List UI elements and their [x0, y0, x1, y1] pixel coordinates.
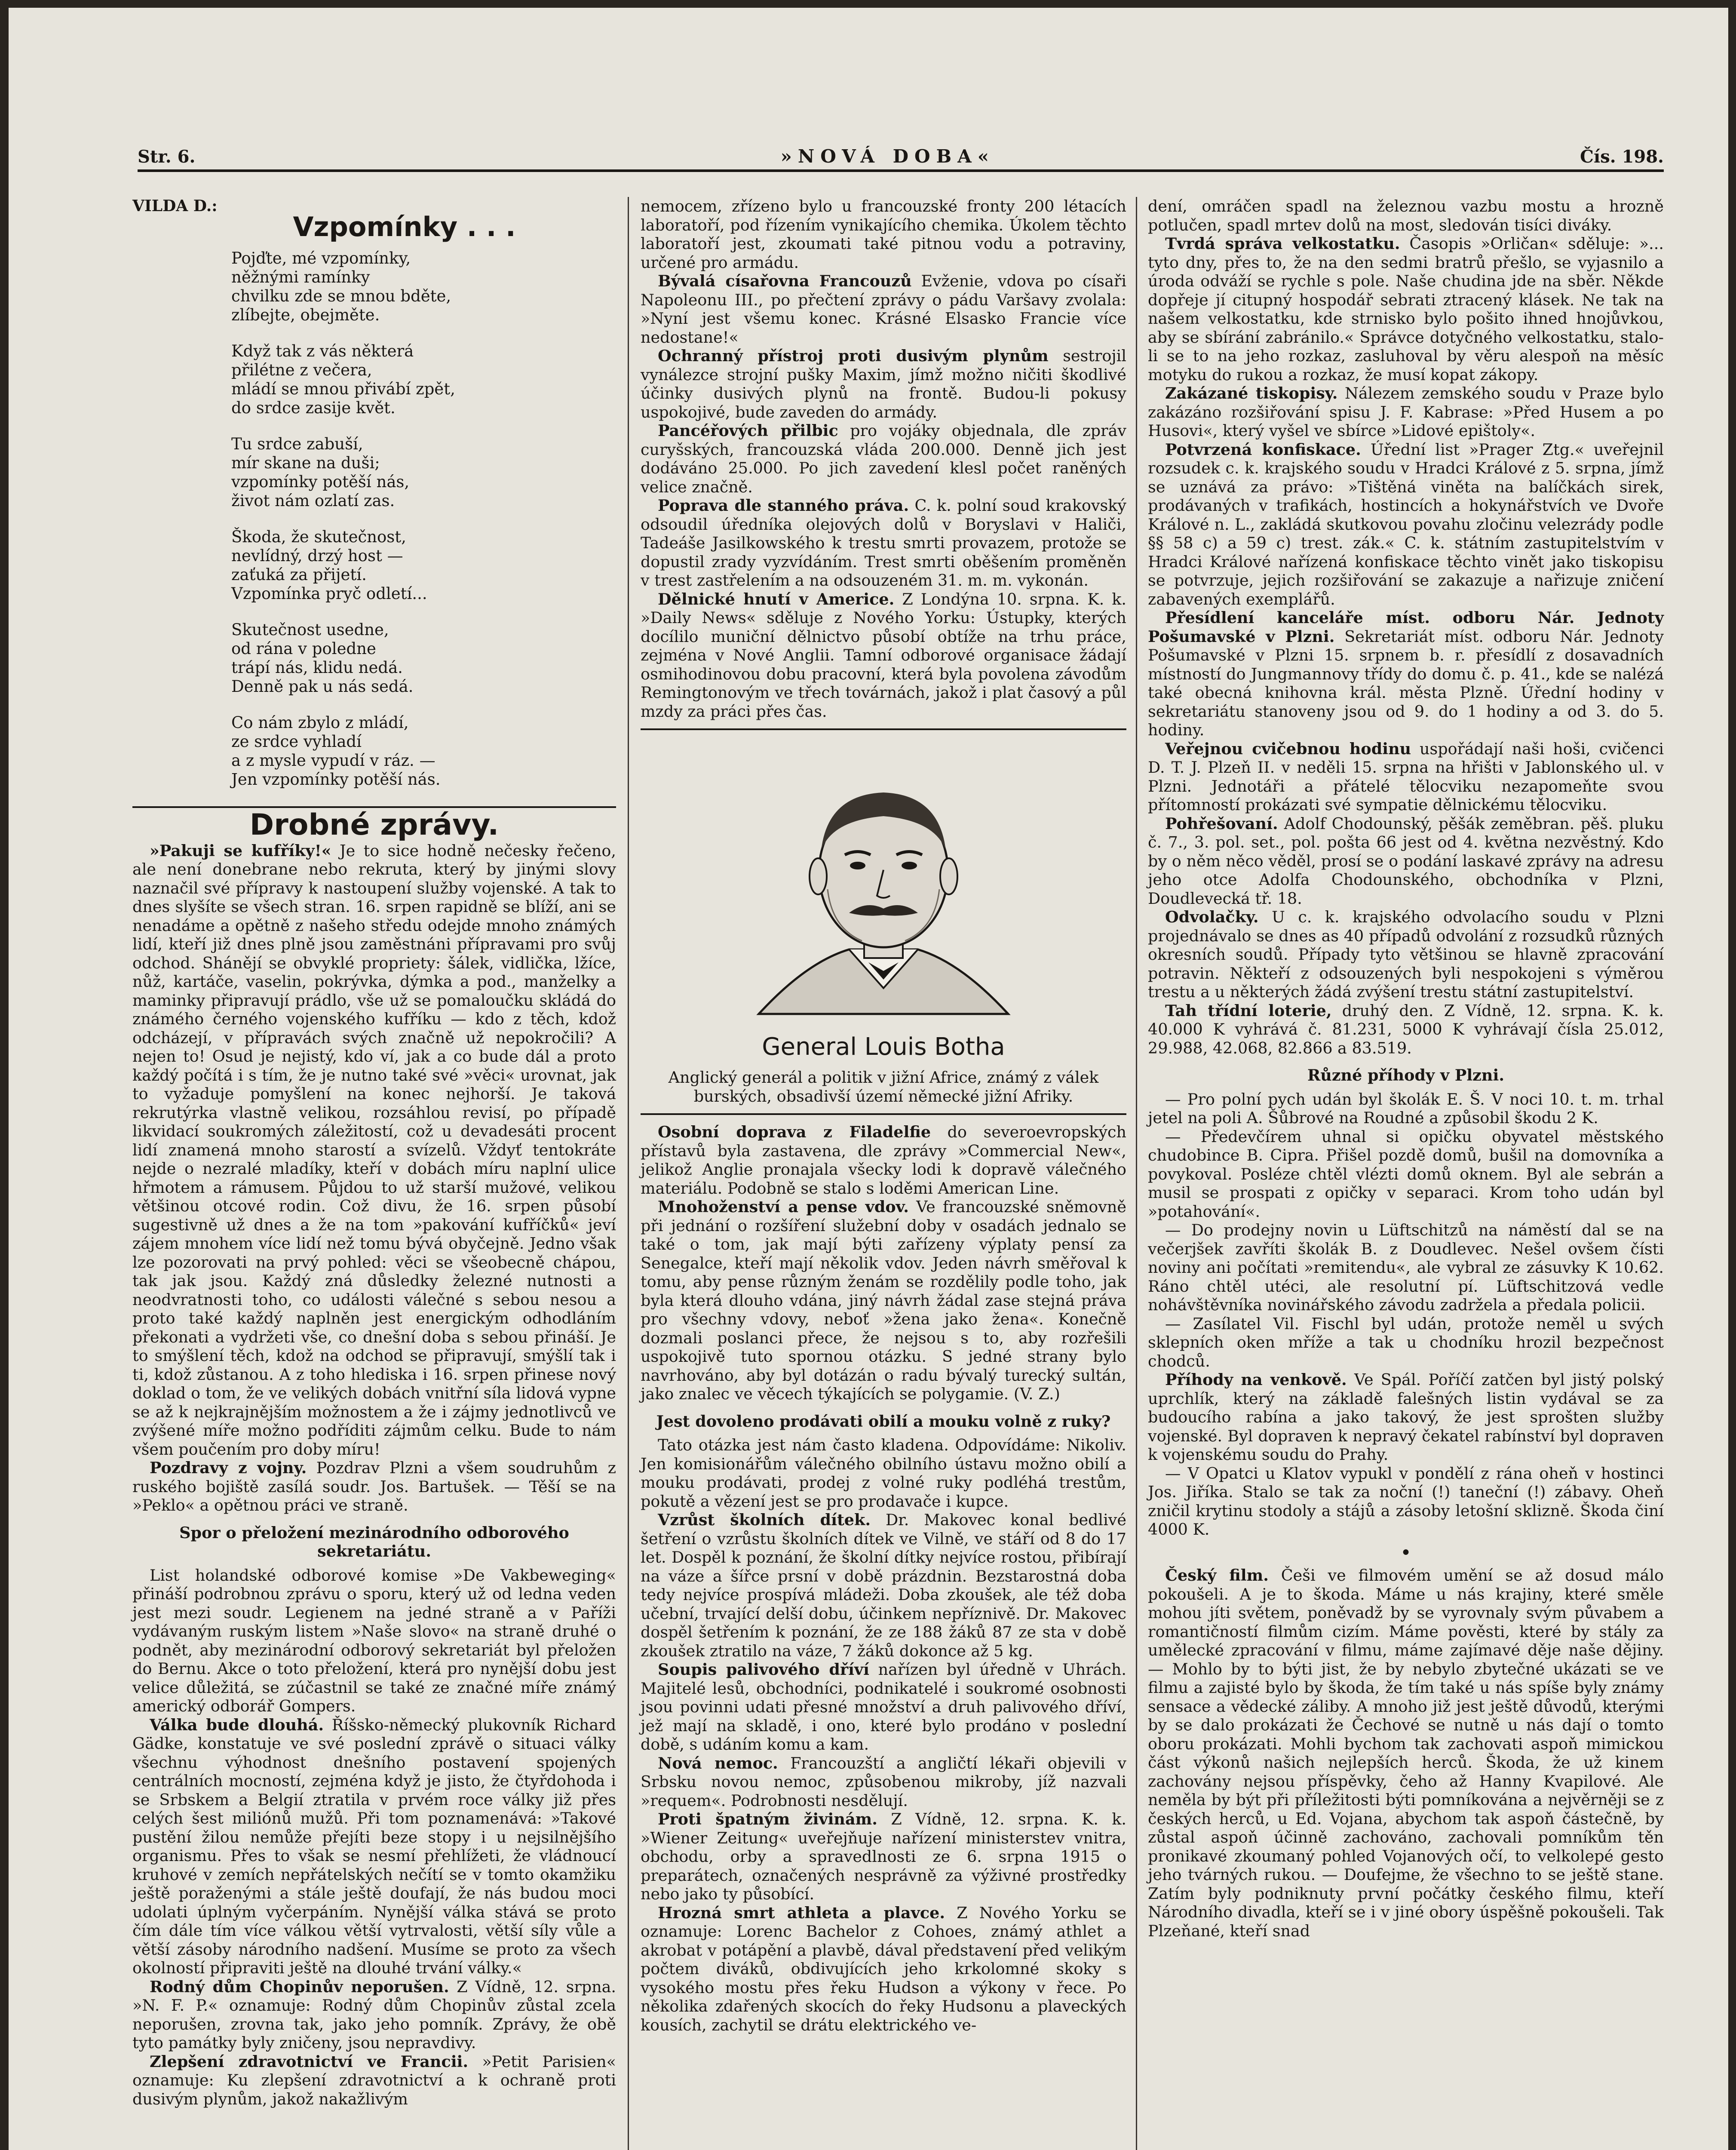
issue-number: Čís. 198. — [1580, 147, 1664, 167]
poem-line: chvilku zde se mnou bděte, — [231, 287, 451, 305]
poem-stanza — [231, 713, 616, 789]
article-paragraph — [1148, 814, 1664, 908]
article-paragraph — [641, 590, 1126, 721]
article-text: Je to sice hodně nečesky řečeno, ale není donebrane nebo rekruta, který by jinými slovy naznačil své přípravy k nastoupení služby vojenské. A tak to dnes slyšíte se všech stran. 16. srpen rapidně se blíží, ani se nenadáme a opětně z našeho středu odejde mnoho známých lidí, kteří již dnes plně jsou zaměstnáni přípravami pro svůj odchod. Shánějí se obvyklé propriety: šálek, vidlička, lžíce, nůž, kartáče, vaselin, pokrývka, dýmka a pod., manželky a maminky připravují prádlo, vše už se pomaloučku skládá do známého černého vojenského kufříku — kdo z těch, kdož odcházejí, v přípravách svých značně už nepokročili? A nejen to! Osud je nejistý, kdo ví, jak a co bude dál a proto každý počítá i s tím, že je nutno také své »věci« urovnat, jak to vyžaduje pomyšlení na konec nejhorší. Je taková rekrutýrka vlastně velikou, rozsáhlou revisí, po případě likvidací soukromých záležitostí, což u devadesáti procent lidí znamená mnoho starostí a svízelů. Vždyť tentokráte nejde o nezralé mladíky, kteří v dobách míru naplní ulice hřmotem a rámusem. Půjdou to už starší mužové, velikou většinou otcové rodin. Což divu, že 16. srpen působí sugestivně už dnes a že na tom »pakování kufříčků« jeví zájem mnohem více lidí než tomu bývá obyčejně. Jedno však lze pozorovati na prvý pohled: věci se všeobecně chápou, tak jak jsou. Každý zná důsledky železné nutnosti a neodvratnosti toho, co události válečné s sebou nesou a proto také každý naplněn jest energickým odhodláním překonati a vydržeti vše, co dnešní doba s sebou přináší. Je to smýšlení těch, kdož na odchod se připravují, smýšlí tak i ti, kdož zůstanou. A z toho hlediska i 16. srpen přinese nový doklad o tom, že ve velikých dobách vnitřní síla lidová vypne se až k nejkrajnějším možnostem a že i zájmy jednotlivců ve zvýšené míře možno podříditi zájmům celku. Bude to nám všem poučením pro doby míru! — [132, 841, 616, 1459]
poem-line: mládí se mnou přivábí zpět, — [231, 380, 455, 398]
masthead-title: »NOVÁ DOBA« — [780, 146, 995, 167]
article-paragraph — [1148, 1127, 1664, 1221]
article-text: Tato otázka jest nám často kladena. Odpovídáme: Nikoliv. Jen komisionářům válečného obilního ústavu možno obilí a mouku prodávati, prodej z volné ruky podléhá trestům, pokutě a vězení jest se pro prodavače i kupce. — [641, 1436, 1126, 1511]
article-paragraph — [1148, 1315, 1664, 1371]
article-paragraph — [1148, 608, 1664, 740]
article-text: Adolf Chodounský, pěšák zeměbran. pěš. pluku č. 7., 3. pol. set., pol. pošta 66 jest od 4. května nezvěstný. Kdo by o něm něco věděl, prosí se o podání laskavé zprávy na adresu jeho otce Adolfa Chodounského, obchodníka v Plzni, Doudlevecká tř. 18. — [1148, 814, 1664, 908]
page-number: Str. 6. — [138, 147, 196, 167]
column-divider — [1136, 197, 1137, 2150]
article-lead: Tvrdá správa velkostatku. — [1165, 234, 1400, 253]
article-text: Dr. Makovec konal bedlivé šetření o vzrůstu školních dítek ve Vilně, ve stáří od 8 do 17 let. Dospěl k poznání, že školní dítky nejvíce rostou, přibírají na váze a šířce prsní v době prázdnin. Bezstarostná doba tedy nejvíce prospívá mládeži. Doba zkoušek, ale též doba učební, trvající delší dobu, účinkem nepříznivě. Dr. Makovec dospěl šetřením k poznání, že ze 188 žáků 87 ze sta v době zkoušek ztratilo na váze, 7 žáků dokonce až 5 kg. — [641, 1511, 1126, 1660]
article-paragraph — [641, 496, 1126, 590]
column-divider — [628, 197, 629, 2150]
article-lead: Válka bude dlouhá. — [150, 1715, 324, 1734]
article-text: — V Opatci u Klatov vypukl v pondělí z rána oheň v hostinci Jos. Jiříka. Stalo se tak za noční (!) taneční (!) zábavy. Oheň zničil krytinu stodoly a stájů a zásoby letošní sklizně. Škoda činí 4000 K. — [1148, 1464, 1664, 1539]
poem-stanza — [231, 620, 616, 696]
article-lead: Potvrzená konfiskace. — [1165, 440, 1361, 459]
poem-line: ze srdce vyhladí — [231, 732, 362, 751]
article-text: Z Londýna 10. srpna. K. k. »Daily News« sděluje z Nového Yorku: Ústupky, kterých docílilo muniční dělnictvo působí obtíže na trhu práce, zejména v Nové Anglii. Tamní odborové organisace žádají osmihodinovou dobu pracovní, která byla povolena závodům Remingtonovým ve třech továrnách, jakož i plat časový a půl mzdy za práci přes čas. — [641, 590, 1126, 721]
article-lead: Veřejnou cvičebnou hodinu — [1165, 739, 1411, 758]
article-paragraph — [641, 1660, 1126, 1754]
news-column-2-top — [641, 197, 1126, 721]
article-paragraph — [641, 272, 1126, 347]
article-text: sestrojil vynálezce strojní pušky Maxim, jímž možno ničiti škodlivé účinky dusivých plynů na frontě. Budou-li pokusy uspokojivé, bude zaveden do armády. — [641, 347, 1127, 421]
article-text: Časopis »Orličan« sděluje: »... tyto dny, přes to, že na den sedmi bratrů přešlo, se vyjasnilo a úroda odváží se rychle s pole. Naše chudina jde na sběr. Někde dopřeje jí citupný hospodář sebrati ztracený klásek. Ne tak na našem velkostatku, kde strnisko bylo pošito ihned hnojůvkou, aby se sbírání zabránilo.« Správce dotyčného velkostatku, stalo-li se to na jeho rozkaz, zasluhoval by věru alespoň na měsíc motyku do rukou a rozkaz, že musí kopat zákopy. — [1148, 234, 1664, 384]
article-text: — Do prodejny novin u Lüftschitzů na náměstí dal se na večerjšek zavříti školák B. z Doudlevec. Nešel ovšem čísti noviny ani počítati »remitendu«, ale vybral ze zásuvky K 10.62. Ráno chtěl utéci, ale resolutní pí. Lüftschitzová vedle nohávštěvníka novinářského závodu zadržela a předala policii. — [1148, 1221, 1664, 1314]
poem-line: Když tak z vás některá — [231, 342, 414, 360]
article-headline: Různé příhody v Plzni. — [1307, 1066, 1505, 1084]
poem-line: Co nám zbylo z mládí, — [231, 713, 409, 732]
article-text: Evženie, vdova po císaři Napoleonu III., po přečtení zprávy o pádu Varšavy zvolala: »Nyní jest všemu konec. Krásné Elsasko Francie více nedostane!« — [641, 272, 1126, 347]
article-text: — Zasílatel Vil. Fischl byl udán, protože neměl u svých sklepních oken mříže a tak u chodníku hrozil bezpečnost chodců. — [1148, 1314, 1664, 1370]
article-lead: Soupis palivového dříví — [658, 1660, 870, 1679]
article-text: Říšsko-německý plukovník Richard Gädke, konstatuje ve své poslední zprávě o situaci války všechnu výhodnost dnešního postavení spojených centrálních mocností, zejména když je jisto, že čtyřdohoda i se Srbskem a Belgií ztratila v prvém roce války již přes celých šest miliónů mužů. Při tom poznamenává: »Takové pustění žilou nemůže přejíti beze stopy i u nejsilnějšího organismu. Přes to však se nesmí přehlížeti, že vládnoucí kruhové v zemích nepřátelských nečítí se v tomto okamžiku ještě poraženými a stále ještě doufají, že nás budou moci udolati úplným vyčerpáním. Nynější válka stává se proto čím dále tím více válkou větší vytrvalosti, větší síly vůle a větší zásoby národního nadšení. Musíme se proto za všech okolností připraviti ještě na dlouhé trvání války.« — [132, 1715, 616, 1977]
poem-line: Tu srdce zabuší, — [231, 435, 363, 453]
article-text: Úřední list »Prager Ztg.« uveřejnil rozsudek c. k. krajského soudu v Hradci Králové z 5. srpna, jímž se uznává za právo: »Tištěná viněta na balíčkách sirek, prodávaných v trafikách, hostincích a hokynářstvích ve Dvoře Králové n. L., zakládá skutkovou povahu zločinu velezrády podle §§ 58 c) a 59 c) trest. zák.« C. k. státním zastupitelstvím v Hradci Králové nařízená konfiskace těchto vinět jako tiskopisu se potvrzuje, jejich rozšiřování se zakazuje a nařizuje zničení zabavených exemplářů. — [1148, 440, 1664, 608]
article-text: Ve francouzské sněmovně při jednání o rozšíření služební doby v osadách jednalo se také o tom, jak mají býti zařízeny výplaty pensí za Senegalce, kteří mají několik vdov. Jeden návrh směřoval k tomu, aby pense různým ženám se rozdělily podle toho, jak byla která dlouho vdána, jiný návrh žádal zase stejná práva pro všechny vdovy, neboť »žena jako žena«. Konečně dozmali poslanci přece, že nejsou s to, aby rozřešili uspokojivě tuto spornou otázku. S jedné strany bylo navrhováno, aby byl dotázán o radu bývalý turecký sultán, jako znalec ve věcech týkajících se polygamie. (V. Z.) — [641, 1198, 1126, 1403]
article-lead: Pancéřových přilbic — [658, 421, 838, 440]
poem-line: do srdce zasije květ. — [231, 399, 396, 417]
article-text: Z Vídně, 12. srpna. K. k. »Wiener Zeitung« uveřejňuje nařízení ministerstev vnitra, obchodu, orby a spravedlnosti ze 6. srpna 1915 o preparátech, označených nesprávně za výživné prostředky nebo jako ty působící. — [641, 1810, 1126, 1903]
article-text: pro vojáky objednala, dle zpráv curyšských, francouzská vláda 200.000. Denně jich jest dodáváno 25.000. Po jich zavedení klesl počet raněných velice značně. — [641, 421, 1126, 496]
separator-star: • — [1401, 1543, 1411, 1562]
poem-title: Vzpomínky . . . — [293, 211, 516, 243]
article-text: — Pro polní pych udán byl školák E. Š. V noci 10. t. m. trhal jetel na poli A. Šůbrové na Roudné a způsobil škodu 2 K. — [1148, 1090, 1664, 1127]
column-1 — [132, 197, 616, 2108]
poem-line: Pojďte, mé vzpomínky, — [231, 249, 411, 267]
poem-stanza — [231, 342, 616, 418]
poem-line: zlíbejte, obejměte. — [231, 306, 380, 324]
article-paragraph — [1148, 440, 1664, 609]
poem-stanza — [231, 249, 616, 325]
article-lead: Odvolačky. — [1165, 908, 1259, 926]
article-text: Z Nového Yorku se oznamuje: Lorenc Bachelor z Cohoes, známý athlet a akrobat v potápění a plavbě, dával představení před velikým počtem diváků, obdivujících jeho krkolomné skoky s vysokého mostu přes řeku Hudson a výkony v řece. Po několika zdařených skocích do řeky Hudsonu a plaveckých kousích, zachytil se drátu elektrického ve- — [641, 1903, 1126, 2034]
poem-author: VILDA D.: — [132, 197, 218, 215]
article-text: dení, omráčen spadl na železnou vazbu mostu a hrozně potlučen, spadl mrtev dolů na most, sledován tisíci diváky. — [1148, 197, 1664, 234]
portrait-illustration — [720, 747, 1047, 1066]
article-paragraph — [641, 1904, 1126, 2035]
poem-line: něžnými ramínky — [231, 268, 370, 286]
article-lead: Zakázané tiskopisy. — [1165, 384, 1338, 402]
article-paragraph — [1148, 1464, 1664, 1539]
article-paragraph — [641, 1511, 1126, 1660]
article-paragraph — [641, 1810, 1126, 1904]
poem-line: trápí nás, klidu nedá. — [231, 658, 403, 677]
poem-line: Škoda, že skutečnost, — [231, 528, 406, 546]
article-lead: Pozdravy z vojny. — [150, 1459, 307, 1477]
article-text: — Předevčírem uhnal si opičku obyvatel městského chudobince B. Cipra. Přišel pozdě domů, bušil na domovníka a povykoval. Posléze chtěl vlézti domů oknem. Byl ale sebrán a musil se prospati z opičky v separaci. Krom toho udán byl »potahování«. — [1148, 1127, 1664, 1221]
poem-stanza — [231, 528, 616, 603]
article-lead: Ochranný přístroj proti dusivým plynům — [658, 347, 1049, 365]
article-lead: Pohřešovaní. — [1165, 814, 1278, 833]
section-title: Drobné zprávy. — [249, 808, 499, 842]
article-paragraph — [641, 1436, 1126, 1511]
article-paragraph — [1148, 1001, 1664, 1058]
poem-line: nevlídný, drzý host — — [231, 547, 403, 565]
poem-line: vzpomínky potěší nás, — [231, 473, 410, 491]
article-lead: Nová nemoc. — [658, 1754, 778, 1772]
article-paragraph — [1148, 384, 1664, 440]
article-text: List holandské odborové komise »De Vakbeweging« přináší podrobnou zprávu o sporu, který už od ledna veden jest mezi soudr. Legienem na jedné straně a v Paříži vydávaným ruským listem »Naše slovo« na straně druhé o podnět, aby mezinárodní odborový sekretariát byl přeložen do Bernu. Akce o toto přeložení, která pro nynější dobu jest velice důležitá, se zúčastnil se také ze značné míře známý americký odborář Gompers. — [132, 1566, 616, 1715]
article-headline: Spor o přeložení mezinárodního odborového sekretariátu. — [179, 1523, 569, 1560]
portrait-label: General Louis Botha — [762, 1033, 1005, 1061]
article-lead: Vzrůst školních dítek. — [658, 1511, 871, 1529]
article-paragraph — [1148, 1370, 1664, 1464]
article-paragraph — [132, 1716, 616, 1978]
article-lead: Proti špatným živinám. — [658, 1810, 877, 1828]
news-column-2-bottom — [641, 1123, 1126, 2034]
article-paragraph — [1148, 908, 1664, 1001]
portrait-caption: Anglický generál a politik v jižní Africe, známý z válek burských, obsadivší území německé jižní Afriky. — [668, 1068, 1099, 1106]
article-paragraph — [1148, 234, 1664, 384]
poem-line: přilétne z večera, — [231, 361, 372, 379]
article-paragraph — [1148, 740, 1664, 814]
article-lead: Poprava dle stanného práva. — [658, 496, 909, 515]
article-lead: Hrozná smrt athleta a plavce. — [658, 1903, 945, 1922]
section-divider — [641, 1113, 1126, 1115]
article-lead: »Pakuji se kufříky!« — [150, 841, 331, 860]
article-headline: Jest dovoleno prodávati obilí a mouku volně z ruky? — [656, 1412, 1111, 1431]
article-paragraph — [641, 197, 1126, 272]
article-lead: Český film. — [1165, 1566, 1269, 1585]
section-divider — [641, 728, 1126, 730]
poem-line: zaťuká za přijetí. — [231, 565, 367, 584]
article-lead: Mnohoženství a pense vdov. — [658, 1198, 909, 1216]
column-3 — [1148, 197, 1664, 1940]
article-text: Francouzští a angličtí lékaři objevili v Srbsku novou nemoc, způsobenou mikroby, jíž nazvali »requem«. Podrobnosti nesdělují. — [641, 1754, 1127, 1810]
article-text: uspořádají naši hoši, cvičenci D. T. J. Plzeň II. v neděli 15. srpna na hřišti v Jablonského ul. v Plzni. Jednotáři a přátelé tělocviku nezapomeňte svou přítomností prokázati své sympatie dělnickému tělocviku. — [1148, 739, 1664, 814]
article-text: do severoevropských přístavů byla zastavena, dle zprávy »Commercial New«, jelikož Anglie pronajala všecky lodi k dopravě válečného materiálu. Podobně se stalo s loděmi American Line. — [641, 1123, 1126, 1198]
article-paragraph — [132, 2052, 616, 2109]
article-paragraph — [132, 1566, 616, 1716]
column-2 — [641, 197, 1126, 2034]
article-paragraph — [132, 1978, 616, 2052]
article-text: Ve Spál. Poříčí zatčen byl jistý polský uprchlík, který na základě falešných listin vydával se za budoucího rabína a jako takový, že jest sprošten služby vojenské. Byl dopraven k nepravý čekatel rabínství byl dopraven k vojenskému soudu do Prahy. — [1148, 1370, 1664, 1464]
page-header — [138, 137, 1664, 172]
article-text: Nálezem zemského soudu v Praze bylo zakázáno rozšiřování spisu J. F. Kabrase: »Před Husem a po Husovi«, který vyšel ve sbírce »Lidové epištoly«. — [1148, 384, 1664, 440]
article-paragraph — [132, 842, 616, 1459]
article-lead: Dělnické hnutí v Americe. — [658, 590, 895, 608]
article-text: U c. k. krajského odvolacího soudu v Plzni projednávalo se dnes as 40 případů odvolání z rozsudků různých okresních soudů. Případy tyto většinou se hlavně zpracování potravin. Někteří z odsouzených byli nespokojeni s výměrou trestu a u některých žádá zvýšení trestu státní zastupitelství. — [1148, 908, 1664, 1001]
article-text: C. k. polní soud krakovský odsoudil úředníka olejových dolů v Boryslavi v Haliči, Tadeáše Jasilkowského k trestu smrti provazem, protože se dopustil zrady vyzvídáním. Trest smrti oběšením proměněn v trest zastřelením a na odsouzeném 31. m. m. vykonán. — [641, 496, 1126, 590]
article-lead: Přesídlení kanceláře míst. odboru Nár. Jednoty Pošumavské v Plzni. — [1148, 608, 1664, 646]
article-lead: Příhody na venkově. — [1165, 1370, 1347, 1389]
article-paragraph — [1148, 1566, 1664, 1940]
article-lead: Bývalá císařovna Francouzů — [658, 272, 912, 290]
article-lead: Tah třídní loterie, — [1165, 1001, 1332, 1020]
article-paragraph — [641, 1198, 1126, 1404]
article-paragraph — [641, 1754, 1126, 1810]
article-paragraph — [1148, 197, 1664, 234]
poem-line: Vzpomínka pryč odletí... — [231, 584, 427, 603]
article-text: Češi ve filmovém umění se až dosud málo pokoušeli. A je to škoda. Máme u nás krajiny, které směle mohou jíti světem, poněvadž by se vyrovnaly svým půvabem a romantičností filmům cizím. Máme pověsti, které by stály za umělecké zpracování v filmu, máme zajímavé děje naše dějiny. — Mohlo by to býti jist, že by nebylo zbytečné ukázati se ve filmu a zajisté bylo by škoda, že tím také u nás spíše byly známy sensace a vědecké záliby. A mnoho již jest ještě důvodů, kterými by se dalo prokázati že Čechové se nutně u nás dají o tomto oboru prokázati. Mohli bychom tak zachovati aspoň mimickou část výkonů našich nejlepších herců. Škoda, že už kinem zachovány nejsou příspěvky, čeho až Hanny Kvapilové. Ale neměla by být při příležitosti býti pomníkována a nejvěrněji se z českých herců, u Ed. Vojana, abychom tak aspoň částečně, by zůstal aspoň účinně zachováno, zachovali pomníkům těn pronikavé zkoumaný pohled Vojanových očí, to velkolepé gesto jeho tvárných rukou. — Doufejme, že všechno to se ještě stane. Zatím byly podniknuty první počátky českého filmu, kteří Národního divadla, kteří se i v jiné obory úspěšně pokoušeli. Tak Plzeňané, kteří snad — [1148, 1566, 1664, 1940]
article-paragraph — [641, 421, 1126, 496]
poem-line: mír skane na duši; — [231, 454, 380, 472]
article-text: »Petit Parisien« oznamuje: Ku zlepšení zdravotnictví a k ochraně proti dusivým plynům, jakož nakažlivým — [132, 2052, 616, 2108]
poem-line: Skutečnost usedne, — [231, 620, 389, 639]
article-text: Z Vídně, 12. srpna. »N. F. P.« oznamuje: Rodný dům Chopinův zůstal zcela neporušen, zrovna tak, jako jeho pomník. Zprávy, že obě tyto památky byly zničeny, jsou nepravdivy. — [132, 1977, 616, 2052]
article-lead: Zlepšení zdravotnictví ve Francii. — [150, 2052, 469, 2071]
article-text: Sekretariát míst. odboru Nár. Jednoty Pošumavské v Plzni 15. srpnem b. r. přesídlí z dosavadních místností do Jungmannovy třídy do domu č. p. 41., kde se nalézá také obecná knihovna král. města Plzně. Úřední hodiny v sekretariátu stanoveny jsou od 9. do 1 hodiny a od 3. do 5. hodiny. — [1148, 627, 1664, 739]
poem-line: Denně pak u nás sedá. — [231, 677, 414, 696]
article-paragraph — [1148, 1090, 1664, 1127]
poem-body — [231, 249, 616, 789]
poem-stanza — [231, 435, 616, 510]
article-lead: Rodný dům Chopinův neporušen. — [150, 1977, 449, 1996]
poem-line: Jen vzpomínky potěší nás. — [231, 770, 441, 789]
article-text: nařízen byl úředně v Uhrách. Majitelé lesů, obchodníci, podnikatelé i soukromé osobnosti jsou povinni udati přesné množství a druh palivového dříví, jež mají na skladě, i ono, které bylo prodáno v poslední době, s udáním komu a kam. — [641, 1660, 1126, 1754]
poem-line: a z mysle vypudí v ráz. — — [231, 751, 436, 770]
news-column-3 — [1148, 197, 1664, 1940]
poem-line: od rána v poledne — [231, 639, 376, 658]
news-column-1 — [132, 842, 616, 2109]
article-text: druhý den. Z Vídně, 12. srpna. K. k. 40.000 K vyhrává č. 81.231, 5000 K vyhrávají čísla 25.012, 29.988, 42.068, 82.866 a 83.519. — [1148, 1001, 1664, 1057]
article-paragraph — [641, 1123, 1126, 1198]
article-text: Pozdrav Plzni a všem soudruhům z ruského bojiště zasílá soudr. Jos. Bartušek. — Těší se na »Peklo« a opětnou práci ve straně. — [132, 1459, 616, 1514]
article-lead: Osobní doprava z Filadelfie — [658, 1123, 931, 1141]
poem-line: život nám ozlatí zas. — [231, 491, 395, 510]
article-paragraph — [132, 1459, 616, 1515]
article-paragraph — [1148, 1221, 1664, 1315]
article-text: nemocem, zřízeno bylo u francouzské fronty 200 létacích laboratoří, pod řízením vynikajícího chemika. Úkolem těchto laboratoří jest, zkoumati také pitnou vodu a potraviny, určené pro armádu. — [641, 197, 1126, 272]
article-paragraph — [641, 347, 1126, 421]
newspaper-page — [9, 8, 1728, 2150]
